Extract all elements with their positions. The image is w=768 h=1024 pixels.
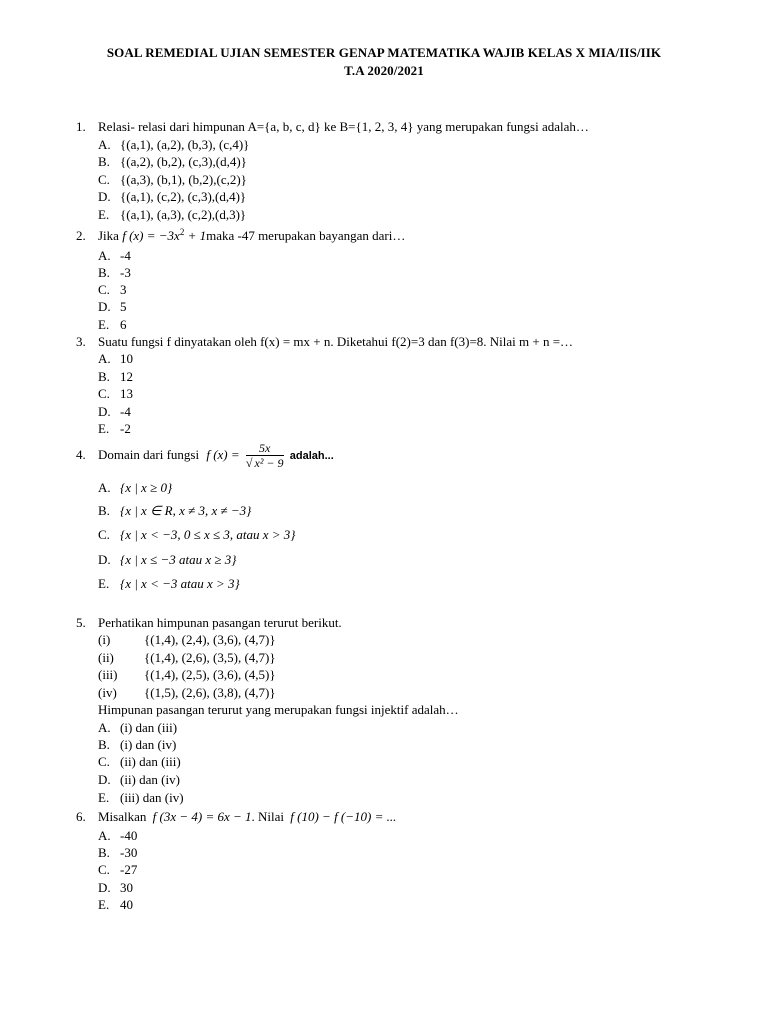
question-number: 1. <box>76 119 86 134</box>
option-b <box>98 265 131 281</box>
option-label: A. <box>98 828 111 843</box>
option-text: -3 <box>120 265 131 280</box>
option-label: C. <box>98 172 110 187</box>
page-title: SOAL REMEDIAL UJIAN SEMESTER GENAP MATEMATIKA WAJIB KELAS X MIA/IIS/IIK <box>106 45 662 60</box>
option-label: D. <box>98 299 111 314</box>
question-prefix: Misalkan <box>98 809 147 824</box>
option-e <box>98 790 184 806</box>
option-text: 13 <box>120 386 133 401</box>
option-text: (ii) dan (iv) <box>120 772 180 787</box>
fraction-denominator: √ x² − 9 <box>245 455 284 470</box>
option-text: -30 <box>120 845 138 860</box>
question-middle: . Nilai <box>251 809 285 824</box>
option-e <box>98 897 133 913</box>
option-e <box>98 317 127 333</box>
option-a <box>98 137 249 153</box>
option-e <box>98 207 246 223</box>
option-label: E. <box>98 576 110 591</box>
option-b <box>98 503 251 519</box>
option-label: E. <box>98 790 110 805</box>
option-c <box>98 282 127 298</box>
set-ii <box>98 650 276 666</box>
option-text: {(a,2), (b,2), (c,3),(d,4)} <box>120 154 247 169</box>
option-e <box>98 421 131 437</box>
set-label: (i) <box>98 632 111 647</box>
option-d <box>98 404 131 420</box>
option-a <box>98 828 137 844</box>
option-text: {(a,3), (b,1), (b,2),(c,2)} <box>120 172 247 187</box>
option-text: {x | x < −3 atau x > 3} <box>120 576 240 591</box>
option-c <box>98 172 247 188</box>
option-text: -4 <box>120 248 131 263</box>
set-iv <box>98 685 276 701</box>
question-rest: maka -47 merupakan bayangan dari… <box>206 228 406 243</box>
option-text: (i) dan (iii) <box>120 720 178 735</box>
option-text: (iii) dan (iv) <box>120 790 184 805</box>
option-text: {x | x ≤ −3 atau x ≥ 3} <box>120 552 237 567</box>
option-text: 6 <box>120 317 127 332</box>
option-label: A. <box>98 480 111 495</box>
option-text: 5 <box>120 299 127 314</box>
option-text: {x | x ≥ 0} <box>120 480 173 495</box>
option-text: (i) dan (iv) <box>120 737 177 752</box>
option-text: -27 <box>120 862 138 877</box>
question-number: 5. <box>76 615 86 630</box>
option-d <box>98 552 236 568</box>
function-formula: f (3x − 4) = 6x − 1 <box>152 809 252 824</box>
exponent: 2 <box>179 227 185 237</box>
set-text: {(1,5), (2,6), (3,8), (4,7)} <box>144 685 276 700</box>
option-text: 3 <box>120 282 127 297</box>
option-label: C. <box>98 527 110 542</box>
option-text: {x | x ∈ R, x ≠ 3, x ≠ −3} <box>120 503 252 518</box>
option-label: B. <box>98 154 110 169</box>
option-label: A. <box>98 248 111 263</box>
option-text: {(a,1), (a,2), (b,3), (c,4)} <box>120 137 250 152</box>
option-b <box>98 737 176 753</box>
fraction-numerator: 5x <box>246 442 284 456</box>
question-text: Relasi- relasi dari himpunan A={a, b, c, d} ke B={1, 2, 3, 4} yang merupakan fungsi adalah… <box>98 119 589 134</box>
option-label: D. <box>98 772 111 787</box>
option-b <box>98 369 133 385</box>
question-text <box>98 438 334 473</box>
set-label: (ii) <box>98 650 114 665</box>
set-i <box>98 632 276 648</box>
option-text: 10 <box>120 351 133 366</box>
option-text: {(a,1), (a,3), (c,2),(d,3)} <box>120 207 247 222</box>
option-a <box>98 351 133 367</box>
question-text: Suatu fungsi f dinyatakan oleh f(x) = mx + n. Diketahui f(2)=3 dan f(3)=8. Nilai m + n =… <box>98 334 574 349</box>
option-label: C. <box>98 282 110 297</box>
option-text: {(a,1), (c,2), (c,3),(d,4)} <box>120 189 247 204</box>
option-d <box>98 299 127 315</box>
option-label: A. <box>98 351 111 366</box>
option-d <box>98 189 246 205</box>
option-c <box>98 754 181 770</box>
option-c <box>98 527 296 543</box>
option-text: -4 <box>120 404 131 419</box>
option-d <box>98 880 133 896</box>
question-text <box>98 228 405 244</box>
question-number: 4. <box>76 447 86 462</box>
set-label: (iii) <box>98 667 118 682</box>
question-number: 3. <box>76 334 86 349</box>
option-label: A. <box>98 720 111 735</box>
question-suffix: adalah... <box>289 450 334 462</box>
option-b <box>98 845 137 861</box>
option-label: E. <box>98 317 110 332</box>
expression: f (10) − f (−10) = ... <box>290 809 397 824</box>
question-prefix: Jika <box>98 228 119 243</box>
option-d <box>98 772 180 788</box>
option-label: B. <box>98 737 110 752</box>
option-c <box>98 386 133 402</box>
function-constant: + 1 <box>184 228 207 243</box>
option-text: 12 <box>120 369 133 384</box>
academic-year: T.A 2020/2021 <box>344 63 424 78</box>
question-text: Perhatikan himpunan pasangan terurut berikut. <box>98 615 342 630</box>
set-label: (iv) <box>98 685 117 700</box>
option-b <box>98 154 247 170</box>
option-label: B. <box>98 369 110 384</box>
fraction <box>246 442 284 471</box>
option-label: C. <box>98 386 110 401</box>
option-a <box>98 480 172 496</box>
option-label: D. <box>98 189 111 204</box>
option-text: -40 <box>120 828 138 843</box>
option-label: A. <box>98 137 111 152</box>
option-label: D. <box>98 880 111 895</box>
question-prompt: Himpunan pasangan terurut yang merupakan fungsi injektif adalah… <box>98 702 459 717</box>
option-label: E. <box>98 421 110 436</box>
option-label: C. <box>98 862 110 877</box>
set-text: {(1,4), (2,6), (3,5), (4,7)} <box>144 650 276 665</box>
option-label: D. <box>98 552 111 567</box>
set-iii <box>98 667 276 683</box>
option-text: {x | x < −3, 0 ≤ x ≤ 3, atau x > 3} <box>120 527 296 542</box>
option-a <box>98 720 177 736</box>
option-label: C. <box>98 754 110 769</box>
set-text: {(1,4), (2,5), (3,6), (4,5)} <box>144 667 276 682</box>
set-text: {(1,4), (2,4), (3,6), (4,7)} <box>144 632 276 647</box>
option-text: 40 <box>120 897 133 912</box>
function-formula: f (x) = −3x <box>122 228 180 243</box>
option-label: E. <box>98 897 110 912</box>
option-a <box>98 248 131 264</box>
option-text: (ii) dan (iii) <box>120 754 181 769</box>
option-text: -2 <box>120 421 131 436</box>
sqrt-radicand: x² − 9 <box>254 455 284 470</box>
function-name: f (x) = <box>206 447 240 462</box>
question-number: 6. <box>76 809 86 824</box>
option-label: E. <box>98 207 110 222</box>
option-label: B. <box>98 845 110 860</box>
option-label: B. <box>98 265 110 280</box>
question-text <box>98 809 396 825</box>
question-prefix: Domain dari fungsi <box>98 447 200 462</box>
option-e <box>98 576 240 592</box>
option-c <box>98 862 137 878</box>
option-label: B. <box>98 503 110 518</box>
question-number: 2. <box>76 228 86 243</box>
option-label: D. <box>98 404 111 419</box>
option-text: 30 <box>120 880 133 895</box>
